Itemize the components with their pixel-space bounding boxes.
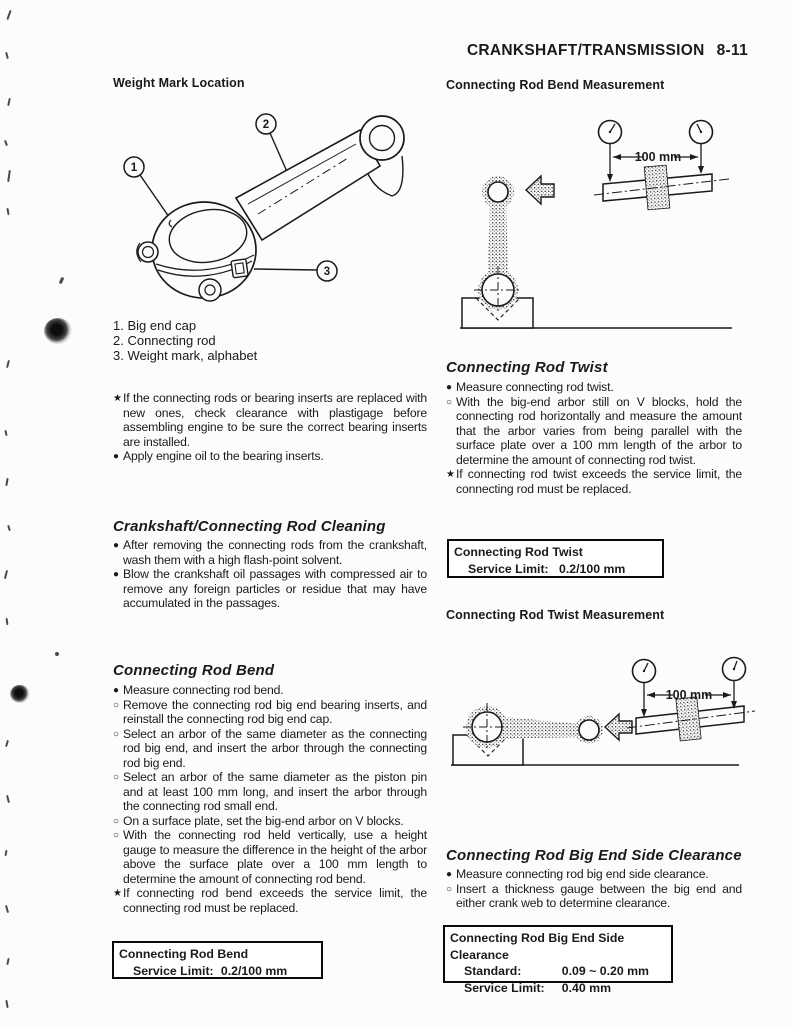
list-item: ● Blow the crankshaft oil passages with compressed air to remove any foreign particles or residue that may have accumulated in the passages. <box>113 567 427 610</box>
scan-artifact <box>4 140 8 146</box>
scan-artifact <box>5 478 8 486</box>
scan-artifact <box>55 652 59 656</box>
scan-artifact <box>7 98 11 106</box>
scan-artifact <box>4 430 7 436</box>
scan-artifact <box>6 958 9 965</box>
rod-on-arbor-stipple <box>676 697 701 741</box>
circle-bullet: ○ <box>113 699 120 711</box>
rod-beam <box>236 130 380 240</box>
spec-table-title: Connecting Rod Big End Side Clearance <box>450 931 625 962</box>
list-item: ○ Select an arbor of the same diameter as the piston pin and at least 100 mm long, and insert the arbor through the connecting rod small end. <box>113 770 427 813</box>
spec-label: Standard: <box>464 964 522 978</box>
list-item: ● Apply engine oil to the bearing inserts. <box>113 449 324 463</box>
weight-mark-pad <box>231 259 248 278</box>
list-item: ★ If connecting rod bend exceeds the service limit, the connecting rod must be replaced. <box>113 886 427 915</box>
section-title-cleaning: Crankshaft/Connecting Rod Cleaning <box>113 518 386 535</box>
dimension-label: 100 mm <box>634 150 682 164</box>
spec-value: 0.2/100 mm <box>220 963 288 978</box>
list-item: ○ Select an arbor of the same diameter as the connecting rod big end, and insert the arbor through the connecting rod big end. <box>113 726 427 770</box>
star-bullet: ★ <box>113 393 122 404</box>
legend-item: 2. Connecting rod <box>113 333 216 348</box>
twist-block <box>446 380 742 496</box>
callout-number-3: 3 <box>323 266 331 278</box>
legend-item: 3. Weight mark, alphabet <box>113 348 258 363</box>
circle-bullet: ○ <box>113 772 120 783</box>
cleaning-block <box>113 538 427 611</box>
scan-artifact <box>7 170 11 182</box>
scan-artifact <box>5 1000 8 1008</box>
scan-artifact <box>6 795 10 803</box>
scan-artifact <box>6 10 11 20</box>
section-title-bend: Connecting Rod Bend <box>113 662 275 679</box>
scan-smudge <box>44 318 72 344</box>
dial-gauge-icon <box>690 121 713 175</box>
spec-value: 0.09 ~ 0.20 mm <box>561 964 649 978</box>
spec-table-title: Connecting Rod Bend <box>119 947 249 961</box>
bend-measurement-figure <box>446 106 746 334</box>
spec-table-twist <box>447 539 664 578</box>
clearance-block <box>446 867 742 911</box>
spec-label: Service Limit: <box>133 963 214 978</box>
bend-block <box>113 683 427 915</box>
circle-bullet: ○ <box>113 830 120 841</box>
scan-artifact <box>4 570 8 579</box>
star-bullet: ★ <box>446 469 455 480</box>
scan-artifact <box>6 360 10 368</box>
scan-artifact <box>5 52 9 59</box>
callout-number-1: 1 <box>130 162 138 174</box>
dimension-label: 100 mm <box>665 688 713 702</box>
page-header <box>380 42 748 60</box>
section-title-clearance: Connecting Rod Big End Side Clearance <box>446 847 742 864</box>
spec-row <box>450 963 665 980</box>
legend-item: 1. Big end cap <box>113 318 197 333</box>
list-item: ● Measure connecting rod bend. <box>113 683 284 697</box>
list-item: ○ Remove the connecting rod big end bearing inserts, and reinstall the connecting rod big end cap. <box>113 697 427 726</box>
dot-bullet: ● <box>113 540 120 551</box>
star-bullet: ★ <box>113 888 122 899</box>
circle-bullet: ○ <box>446 883 453 895</box>
list-item: ○ On a surface plate, set the big-end arbor on V blocks. <box>113 813 404 828</box>
chapter-title: CRANKSHAFT/TRANSMISSION <box>466 42 705 59</box>
cap-bolt-left <box>138 242 158 262</box>
list-item: ○ With the big-end arbor still on V blocks, hold the connecting rod horizontally and measure the amount that the arbor varies from being parallel with the surface plate over a 100 mm length of the arbor to determine the amount of connecting rod twist. <box>446 394 742 467</box>
spec-value: 0.2/100 mm <box>559 561 626 576</box>
page-number: 8-11 <box>716 42 748 59</box>
scan-artifact <box>7 525 11 531</box>
circle-bullet: ○ <box>113 728 120 740</box>
arrow-left-icon <box>605 714 632 740</box>
list-item: ● Measure connecting rod big end side clearance. <box>446 867 709 881</box>
scan-artifact <box>5 740 9 747</box>
scan-smudge <box>10 685 30 703</box>
list-item: ● Measure connecting rod twist. <box>446 380 614 394</box>
dial-gauge-icon <box>633 660 656 718</box>
dot-bullet: ● <box>113 569 120 580</box>
section-title-twist: Connecting Rod Twist <box>446 359 608 376</box>
figure-caption-twist-measurement: Connecting Rod Twist Measurement <box>446 608 665 622</box>
list-item: ○ Insert a thickness gauge between the big end and either crank web to determine clearance. <box>446 881 742 910</box>
dot-bullet: ● <box>113 685 120 696</box>
dial-gauge-icon <box>599 121 622 183</box>
spec-row <box>119 963 315 980</box>
dot-bullet: ● <box>446 382 453 393</box>
cap-bolt-bottom <box>199 279 221 301</box>
spec-table-clearance <box>443 925 673 995</box>
list-item: ★ If the connecting rods or bearing inserts are replaced with new ones, check clearance with plastigage before assembling engine to be sure the correct bearing inserts are installed. <box>113 391 427 449</box>
rod-beam-stipple <box>488 200 508 272</box>
figure-caption-weight-mark: Weight Mark Location <box>113 76 245 90</box>
list-item: ★ If connecting rod twist exceeds the service limit, the connecting rod must be replaced. <box>446 467 742 496</box>
list-item: ● After removing the connecting rods from the crankshaft, wash them with a high flash-point solvent. <box>113 538 427 567</box>
rod-small-end <box>579 720 599 740</box>
scan-artifact <box>6 208 9 215</box>
rod-beam-stipple <box>505 717 580 739</box>
figure-caption-bend-measurement: Connecting Rod Bend Measurement <box>446 78 665 92</box>
scan-artifact <box>59 277 65 285</box>
circle-bullet: ○ <box>113 815 120 827</box>
scan-artifact <box>6 618 9 625</box>
spec-table-title: Connecting Rod Twist <box>454 545 583 559</box>
spec-label: Service Limit: <box>464 980 545 995</box>
callout-leader-2 <box>270 133 288 174</box>
spec-row <box>454 561 656 578</box>
dot-bullet: ● <box>446 869 453 880</box>
notes-block <box>113 391 427 464</box>
spec-row <box>450 980 665 997</box>
figure-legend <box>113 318 257 363</box>
arrow-left-icon <box>526 176 554 204</box>
twist-measurement-figure <box>443 645 758 810</box>
spec-value: 0.40 mm <box>561 980 612 995</box>
circle-bullet: ○ <box>446 396 453 408</box>
scan-artifact <box>4 850 7 856</box>
dot-bullet: ● <box>113 451 120 462</box>
callout-number-2: 2 <box>262 119 270 131</box>
callout-leader-3 <box>254 269 317 270</box>
spec-label: Service Limit: <box>468 561 549 576</box>
list-item: ○ With the connecting rod held vertically, use a height gauge to measure the difference in the height of the arbor above the surface plate over a 100 mm length to determine the amount of connecting rod bend. <box>113 828 427 886</box>
weight-mark-figure <box>108 100 433 318</box>
rod-small-end <box>488 182 508 202</box>
scan-artifact <box>5 905 9 913</box>
dial-gauge-icon <box>723 658 746 710</box>
spec-table-bend <box>112 941 323 979</box>
